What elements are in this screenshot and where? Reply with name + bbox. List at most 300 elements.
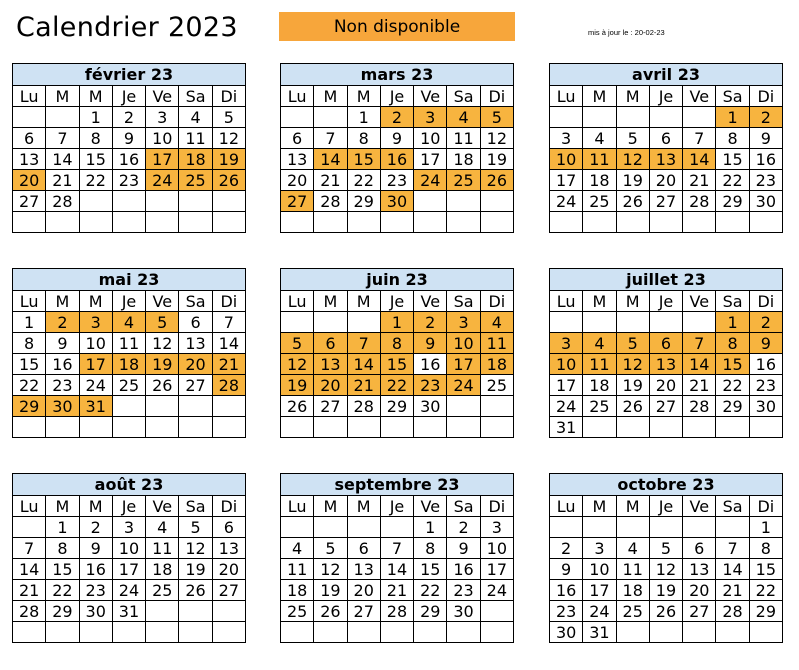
weekday-header: Je [649,496,682,517]
day-cell: 2 [550,538,583,559]
day-cell: 25 [281,601,314,622]
day-cell: 10 [447,333,480,354]
day-cell: 23 [79,580,112,601]
day-cell: 26 [616,191,649,212]
day-cell: 10 [550,354,583,375]
day-cell: 12 [616,354,649,375]
day-cell: 12 [314,559,347,580]
day-cell: 13 [13,149,46,170]
day-cell: 1 [46,517,79,538]
day-cell: 20 [649,170,682,191]
day-cell [616,312,649,333]
day-cell [179,622,212,643]
day-cell [212,396,245,417]
week-row [13,107,246,128]
day-cell [281,622,314,643]
weekday-header: Di [480,86,513,107]
weekday-header: Je [380,291,413,312]
day-cell: 10 [550,149,583,170]
day-cell: 23 [749,375,782,396]
day-cell: 10 [146,128,179,149]
week-row [281,580,514,601]
day-cell: 23 [550,601,583,622]
day-cell: 4 [112,312,145,333]
week-row [13,417,246,438]
day-cell [480,191,513,212]
day-cell: 3 [447,312,480,333]
day-cell: 1 [414,517,447,538]
weekday-header: M [79,291,112,312]
weekday-header: M [347,496,380,517]
weekday-header: Ve [683,496,716,517]
weekday-header: Di [212,291,245,312]
day-cell: 27 [212,580,245,601]
day-cell: 9 [749,333,782,354]
day-cell: 7 [212,312,245,333]
day-cell: 19 [649,580,682,601]
day-cell: 4 [281,538,314,559]
day-cell: 16 [550,580,583,601]
day-cell: 15 [347,149,380,170]
day-cell [447,417,480,438]
day-cell: 14 [380,559,413,580]
week-row [550,149,783,170]
day-cell [347,417,380,438]
day-cell: 28 [683,396,716,417]
day-cell: 30 [380,191,413,212]
day-cell: 28 [716,601,749,622]
day-cell [414,417,447,438]
day-cell: 9 [112,128,145,149]
week-row [281,212,514,233]
day-cell: 18 [480,354,513,375]
weekday-header: M [616,496,649,517]
week-row [550,128,783,149]
month-title: juin 23 [281,269,514,291]
day-cell: 5 [616,333,649,354]
month-table [12,268,246,438]
weekday-header: Ve [146,291,179,312]
day-cell [716,212,749,233]
day-cell: 15 [380,354,413,375]
day-cell: 9 [46,333,79,354]
day-cell [649,622,682,643]
day-cell [550,212,583,233]
week-row [13,354,246,375]
day-cell: 20 [179,354,212,375]
weekday-header: Sa [447,86,480,107]
day-cell [79,622,112,643]
day-cell: 13 [649,354,682,375]
day-cell: 14 [46,149,79,170]
weekday-header: Di [212,496,245,517]
day-cell: 27 [179,375,212,396]
day-cell: 21 [347,375,380,396]
day-cell: 2 [749,312,782,333]
week-row [550,517,783,538]
day-cell: 27 [649,396,682,417]
day-cell: 12 [616,149,649,170]
week-row [550,312,783,333]
day-cell: 30 [749,191,782,212]
day-cell: 21 [46,170,79,191]
day-cell: 11 [480,333,513,354]
day-cell: 12 [146,333,179,354]
week-row [281,191,514,212]
day-cell [314,212,347,233]
day-cell: 21 [212,354,245,375]
day-cell: 19 [314,580,347,601]
day-cell: 7 [46,128,79,149]
day-cell: 6 [281,128,314,149]
day-cell [447,396,480,417]
week-row [13,212,246,233]
day-cell: 5 [212,107,245,128]
day-cell: 7 [380,538,413,559]
week-row [13,170,246,191]
day-cell: 24 [112,580,145,601]
day-cell: 2 [112,107,145,128]
week-row [13,517,246,538]
day-cell: 17 [146,149,179,170]
day-cell [616,417,649,438]
week-row [281,354,514,375]
day-cell: 23 [447,580,480,601]
day-cell [314,517,347,538]
day-cell [649,107,682,128]
day-cell [583,312,616,333]
day-cell [683,622,716,643]
day-cell: 16 [380,149,413,170]
week-row [550,559,783,580]
day-cell [480,417,513,438]
day-cell: 7 [13,538,46,559]
month-table [549,63,783,233]
weekday-header: Sa [447,291,480,312]
week-row [13,396,246,417]
day-cell [314,107,347,128]
day-cell: 25 [616,601,649,622]
week-row [550,212,783,233]
day-cell [649,517,682,538]
day-cell: 21 [380,580,413,601]
week-row [281,149,514,170]
day-cell [480,396,513,417]
day-cell: 22 [46,580,79,601]
day-cell: 8 [46,538,79,559]
day-cell: 1 [749,517,782,538]
weekday-header: Sa [179,496,212,517]
week-row [281,375,514,396]
weekday-header: Ve [414,496,447,517]
day-cell: 13 [683,559,716,580]
day-cell: 4 [583,128,616,149]
day-cell: 18 [112,354,145,375]
day-cell: 24 [583,601,616,622]
day-cell: 29 [716,191,749,212]
weekday-header: Di [480,291,513,312]
day-cell: 18 [616,580,649,601]
day-cell [583,417,616,438]
day-cell [13,517,46,538]
day-cell: 19 [146,354,179,375]
month-title: février 23 [13,64,246,86]
day-cell: 26 [480,170,513,191]
weekday-header: Sa [447,496,480,517]
day-cell: 6 [314,333,347,354]
day-cell: 21 [13,580,46,601]
week-row [13,580,246,601]
month-title: avril 23 [550,64,783,86]
day-cell [749,212,782,233]
day-cell: 2 [414,312,447,333]
day-cell [46,212,79,233]
day-cell: 25 [583,191,616,212]
day-cell: 26 [314,601,347,622]
day-cell: 14 [212,333,245,354]
month-table [280,63,514,233]
month-title: mai 23 [13,269,246,291]
day-cell: 8 [347,128,380,149]
day-cell [314,622,347,643]
day-cell: 8 [79,128,112,149]
day-cell: 2 [749,107,782,128]
weekday-header: M [616,291,649,312]
day-cell: 24 [414,170,447,191]
day-cell: 2 [447,517,480,538]
week-row [281,601,514,622]
day-cell: 22 [716,375,749,396]
day-cell: 7 [683,128,716,149]
week-row [281,170,514,191]
day-cell: 31 [583,622,616,643]
day-cell: 22 [380,375,413,396]
day-cell [179,396,212,417]
week-row [281,417,514,438]
weekday-header: Sa [716,86,749,107]
day-cell [649,312,682,333]
day-cell: 5 [480,107,513,128]
day-cell: 2 [79,517,112,538]
day-cell: 24 [480,580,513,601]
week-row [13,375,246,396]
week-row [550,622,783,643]
day-cell [314,312,347,333]
day-cell [112,622,145,643]
day-cell: 18 [281,580,314,601]
day-cell: 29 [46,601,79,622]
day-cell: 9 [550,559,583,580]
weekday-header: Lu [281,86,314,107]
weekday-header: M [583,496,616,517]
day-cell: 19 [212,149,245,170]
day-cell: 16 [46,354,79,375]
day-cell: 25 [480,375,513,396]
day-cell: 30 [447,601,480,622]
day-cell: 18 [146,559,179,580]
week-row [13,559,246,580]
day-cell: 31 [79,396,112,417]
day-cell [146,601,179,622]
day-cell: 6 [212,517,245,538]
day-cell: 30 [79,601,112,622]
day-cell [616,107,649,128]
day-cell: 10 [480,538,513,559]
weekday-header: Ve [414,86,447,107]
day-cell [447,191,480,212]
day-cell: 27 [649,191,682,212]
weekday-header: Sa [179,86,212,107]
weekday-header: Ve [683,291,716,312]
day-cell: 26 [616,396,649,417]
day-cell: 12 [480,128,513,149]
day-cell: 5 [314,538,347,559]
day-cell: 12 [281,354,314,375]
day-cell: 5 [281,333,314,354]
legend-unavailable: Non disponible [279,12,515,41]
day-cell: 26 [281,396,314,417]
week-row [281,559,514,580]
weekday-header: Di [212,86,245,107]
day-cell: 26 [649,601,682,622]
day-cell: 16 [414,354,447,375]
weekday-header: Je [649,86,682,107]
day-cell: 4 [480,312,513,333]
day-cell: 30 [749,396,782,417]
day-cell [112,191,145,212]
day-cell [212,191,245,212]
day-cell [683,212,716,233]
day-cell: 12 [212,128,245,149]
weekday-header: Je [112,496,145,517]
day-cell: 15 [79,149,112,170]
day-cell: 17 [112,559,145,580]
month-title: août 23 [13,474,246,496]
day-cell: 10 [112,538,145,559]
day-cell: 8 [749,538,782,559]
day-cell [583,212,616,233]
day-cell [13,212,46,233]
day-cell: 22 [414,580,447,601]
day-cell [13,417,46,438]
week-row [13,622,246,643]
day-cell: 20 [347,580,380,601]
weekday-header: Ve [414,291,447,312]
updated-date: mis à jour le : 20-02-23 [588,28,665,37]
day-cell [112,212,145,233]
week-row [550,601,783,622]
day-cell [683,312,716,333]
month-title: septembre 23 [281,474,514,496]
day-cell: 31 [112,601,145,622]
month-table [280,268,514,438]
day-cell: 14 [683,149,716,170]
day-cell [550,312,583,333]
day-cell: 2 [380,107,413,128]
week-row [13,149,246,170]
day-cell: 24 [79,375,112,396]
week-row [13,191,246,212]
day-cell [146,191,179,212]
weekday-header: M [46,496,79,517]
weekday-header: M [583,291,616,312]
day-cell [749,622,782,643]
day-cell [749,417,782,438]
weekday-header: Sa [716,496,749,517]
day-cell: 13 [649,149,682,170]
day-cell: 3 [480,517,513,538]
day-cell: 9 [447,538,480,559]
week-row [281,312,514,333]
day-cell [146,212,179,233]
day-cell: 8 [716,333,749,354]
weekday-header: Ve [146,86,179,107]
day-cell: 5 [179,517,212,538]
day-cell: 29 [414,601,447,622]
day-cell: 8 [13,333,46,354]
day-cell: 1 [716,312,749,333]
day-cell [79,212,112,233]
day-cell: 18 [447,149,480,170]
day-cell: 19 [616,375,649,396]
week-row [550,396,783,417]
day-cell: 4 [616,538,649,559]
day-cell: 30 [550,622,583,643]
day-cell: 3 [414,107,447,128]
day-cell: 14 [314,149,347,170]
day-cell: 11 [281,559,314,580]
day-cell [683,417,716,438]
day-cell: 28 [13,601,46,622]
day-cell: 25 [179,170,212,191]
day-cell [683,107,716,128]
day-cell [179,417,212,438]
day-cell [46,622,79,643]
day-cell [550,107,583,128]
day-cell: 21 [683,375,716,396]
day-cell [146,417,179,438]
weekday-header: M [583,86,616,107]
day-cell: 24 [146,170,179,191]
day-cell: 25 [447,170,480,191]
day-cell: 5 [649,538,682,559]
day-cell: 1 [13,312,46,333]
week-row [550,354,783,375]
day-cell: 21 [716,580,749,601]
day-cell [212,417,245,438]
day-cell: 6 [649,128,682,149]
day-cell: 22 [347,170,380,191]
weekday-header: M [314,291,347,312]
day-cell: 9 [380,128,413,149]
day-cell: 24 [550,396,583,417]
day-cell [179,601,212,622]
day-cell [281,212,314,233]
day-cell: 1 [380,312,413,333]
weekday-header: Lu [281,291,314,312]
day-cell: 28 [314,191,347,212]
week-row [281,333,514,354]
day-cell: 7 [347,333,380,354]
day-cell: 10 [414,128,447,149]
day-cell: 29 [749,601,782,622]
day-cell: 8 [414,538,447,559]
week-row [550,333,783,354]
day-cell: 7 [716,538,749,559]
day-cell: 22 [79,170,112,191]
day-cell [347,517,380,538]
day-cell: 3 [112,517,145,538]
